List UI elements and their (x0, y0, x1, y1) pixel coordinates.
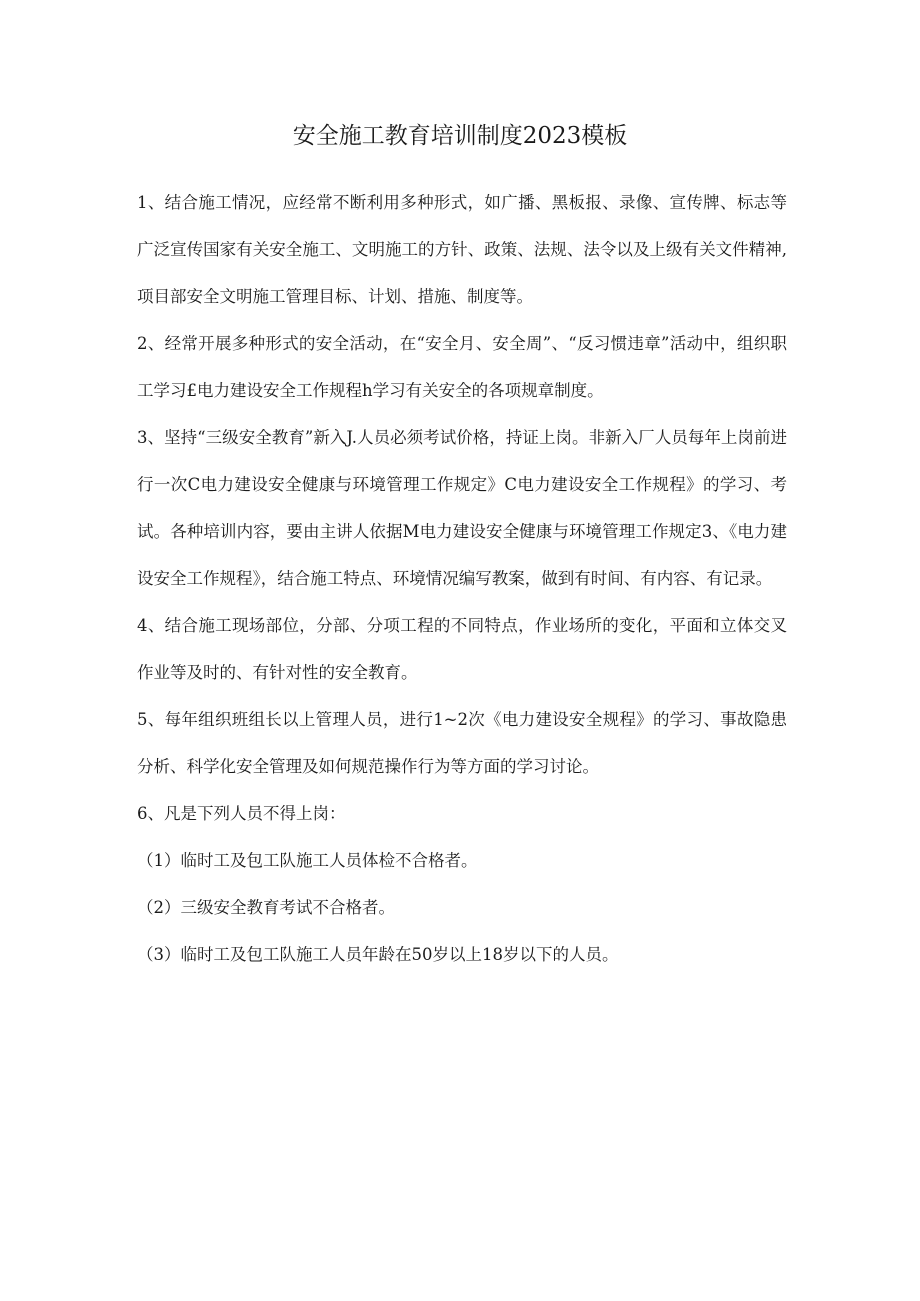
paragraph-2: 2、经常开展多种形式的安全活动，在“安全月、安全周”、“反习惯违章”活动中，组织职工学习£电力建设安全工作规程h学习有关安全的各项规章制度。 (137, 334, 787, 400)
paragraph-3: 3、坚持“三级安全教育”新入J.人员必须考试价格，持证上岗。非新入厂人员每年上岗前进行一次C电力建设安全健康与环境管理工作规定》C电力建设安全工作规程》的学习、考试。各种培训内容，要由主讲人依据M电力建设安全健康与环境管理工作规定3、《电力建设安全工作规程》，结合施工特点、环境情况编写教案，做到有时间、有内容、有记录。 (137, 428, 787, 588)
document-title: 安全施工教育培训制度2023模板 (292, 123, 628, 149)
list-item-3: （3）临时工及包工队施工人员年龄在50岁以上18岁以下的人员。 (137, 945, 619, 964)
paragraph-5: 5、每年组织班组长以上管理人员，进行1~2次《电力建设安全规程》的学习、事故隐患分析、科学化安全管理及如何规范操作行为等方面的学习讨论。 (137, 710, 787, 776)
paragraph-1: 1、结合施工情况，应经常不断利用多种形式，如广播、黑板报、录像、宣传牌、标志等广泛宣传国家有关安全施工、文明施工的方针、政策、法规、法令以及上级有关文件精神,项目部安全文明施工管理目标、计划、措施、制度等。 (137, 193, 787, 306)
list-item-2: （2）三级安全教育考试不合格者。 (137, 898, 395, 917)
list-item-1: （1）临时工及包工队施工人员体检不合格者。 (137, 851, 478, 870)
paragraph-6: 6、凡是下列人员不得上岗： (137, 804, 346, 823)
paragraph-4: 4、结合施工现场部位，分部、分项工程的不同特点，作业场所的变化，平面和立体交叉作业等及时的、有针对性的安全教育。 (137, 616, 787, 682)
document-body (137, 179, 787, 978)
